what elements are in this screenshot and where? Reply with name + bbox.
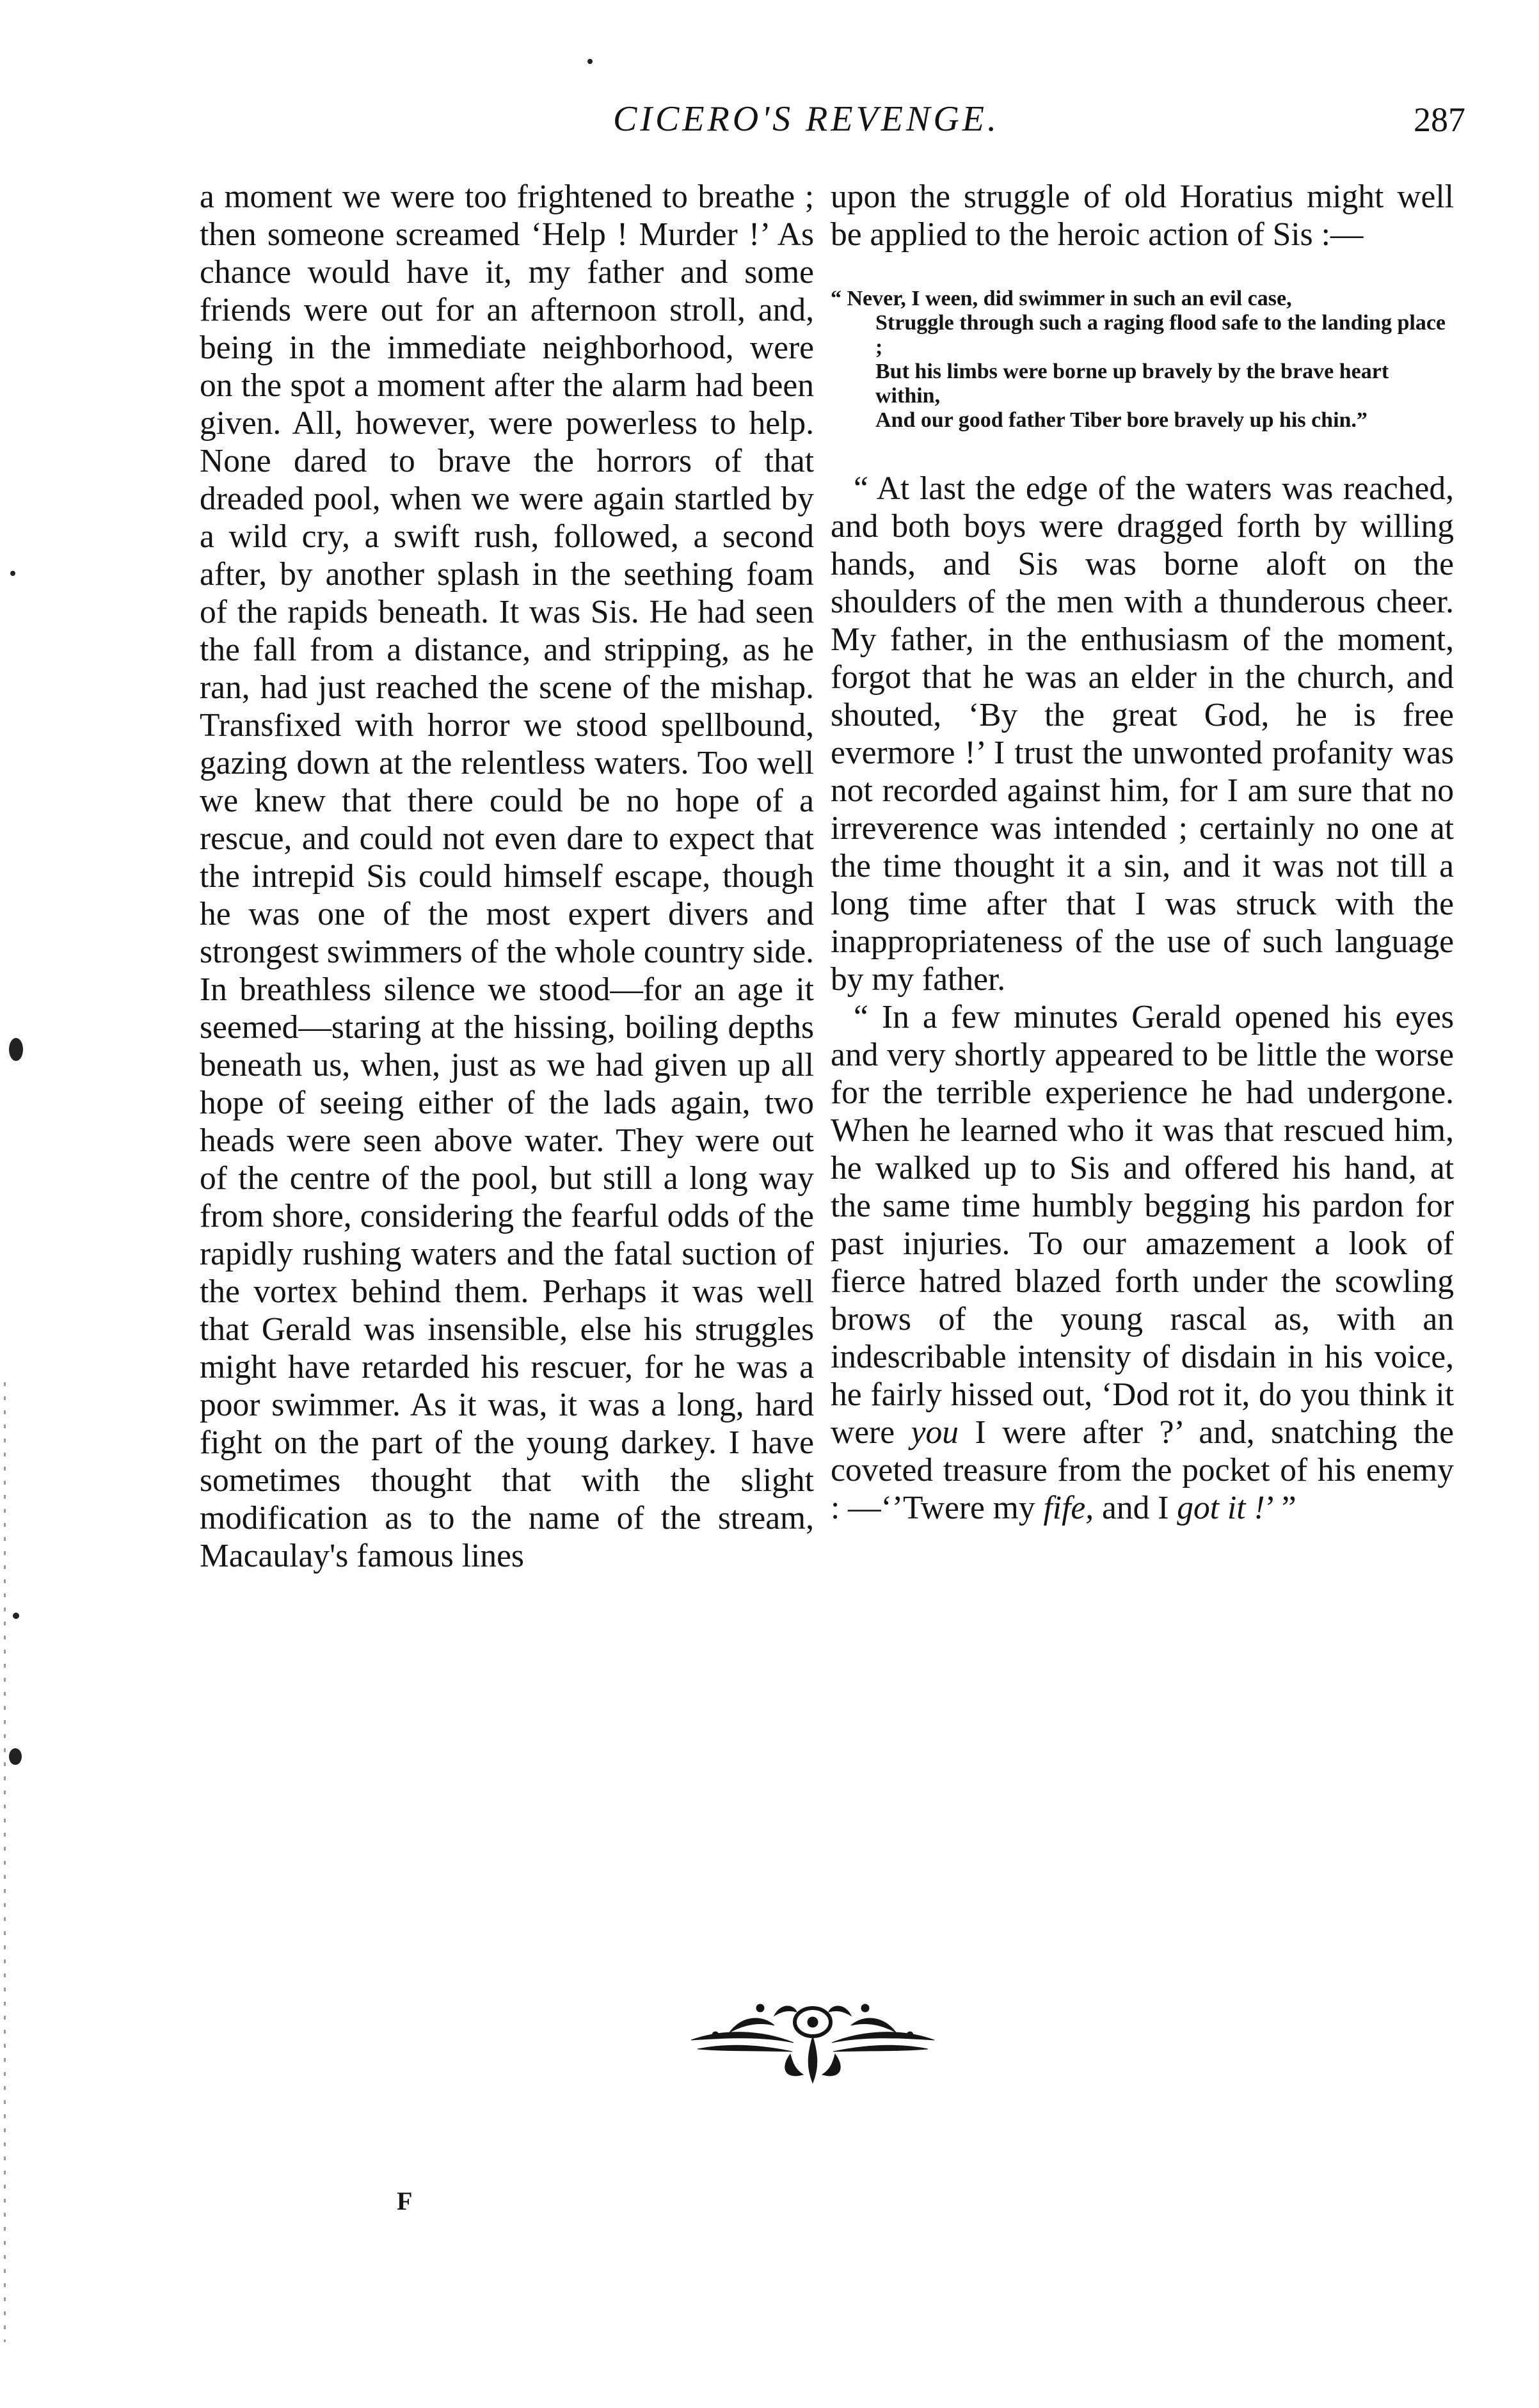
running-title: CICERO'S REVENGE.: [612, 99, 1000, 139]
left-paragraph: a moment we were too frightened to breathe ; then someone screamed ‘Help ! Murder !’ As chance would have it, my father and some friends were out for an afternoon stroll, and, being in the immediate neighborhood, were on the spot a moment after the alarm had been given. All, however, were powerless to help. None dared to brave the horrors of that dreaded pool, when we were again startled by a wild cry, a swift rush, followed, a second after, by another splash in the seething foam of the rapids beneath. It was Sis. He had seen the fall from a distance, and stripping, as he ran, had just reached the scene of the mishap. Transfixed with horror we stood spellbound, gazing down at the relentless waters. Too well we knew that there could be no hope of a rescue, and could not even dare to expect that the intrepid Sis could himself escape, though he was one of the most expert divers and strongest swimmers of the whole country side. In breathless silence we stood—for an age it seemed—staring at the hissing, boiling depths beneath us, when, just as we had given up all hope of seeing either of the lads again, two heads were seen above water. They were out of the centre of the pool, but still a long way from shore, considering the fearful odds of the rapidly rushing waters and the fatal suction of the vortex behind them. Perhaps it was well that Gerald was insensible, else his struggles might have retarded his rescuer, for he was a poor swimmer. As it was, it was a long, hard fight on the part of the young darkey. I have sometimes thought that with the slight modification as to the name of the stream, Macaulay's famous lines: [200, 179, 814, 1574]
margin-speck: [10, 571, 15, 576]
print-speck: [587, 59, 593, 64]
floral-tailpiece-icon: [685, 1990, 941, 2086]
margin-speck: [9, 1038, 23, 1061]
italic-run: you: [911, 1414, 959, 1451]
left-column: [200, 178, 814, 1575]
margin-speck: [9, 1748, 22, 1765]
verse-line: And our good father Tiber bore bravely up his chin.”: [875, 408, 1368, 432]
right-column: [831, 178, 1454, 1527]
italic-run: got it !: [1177, 1490, 1265, 1526]
text-run: ’ ”: [1264, 1490, 1296, 1526]
margin-speck: [13, 1613, 19, 1619]
text-run: I were after ?’ and, snatching the coveted treasure from the pocket of his enemy : —‘’Twere my: [831, 1414, 1454, 1526]
page-number: 287: [1414, 100, 1465, 139]
text-run: “ In a few minutes Gerald opened his eyes and very shortly appeared to be little the worse for the terrible experience he had undergone. When he learned who it was that rescued him, he walked up to Sis and offered his hand, at the same time humbly begging his pardon for past injuries. To our amazement a look of fierce hatred blazed forth under the scowling brows of the young rascal as, with an indescribable intensity of disdain in his voice, he fairly hissed out, ‘Dod rot it, do you think it were: [831, 999, 1454, 1451]
verse-line: Struggle through such a raging flood safe to the landing place ;: [875, 311, 1446, 359]
verse-quotation: [831, 287, 1454, 433]
italic-run: fife,: [1043, 1490, 1094, 1526]
right-intro-paragraph: upon the struggle of old Horatius might well be applied to the heroic action of Sis :—: [831, 179, 1454, 253]
text-run: and I: [1094, 1490, 1177, 1526]
binding-edge: [4, 1382, 6, 2342]
right-paragraph: “ At last the edge of the waters was reached, and both boys were dragged forth by willing hands, and Sis was borne aloft on the shoulders of the men with a thunderous cheer. My father, in the enthusiasm of the moment, forgot that he was an elder in the church, and shouted, ‘By the great God, he is free evermore !’ I trust the unwonted profanity was not recorded against him, for I am sure that no irreverence was intended ; certainly no one at the time thought it a sin, and it was not till a long time after that I was struck with the inappropriateness of the use of such language by my father.: [831, 470, 1454, 998]
signature-mark: F: [397, 2187, 413, 2215]
verse-line: But his limbs were borne up bravely by the brave heart within,: [875, 360, 1389, 408]
verse-line: “ Never, I ween, did swimmer in such an evil case,: [831, 287, 1292, 310]
right-paragraph-final: [831, 998, 1454, 1527]
